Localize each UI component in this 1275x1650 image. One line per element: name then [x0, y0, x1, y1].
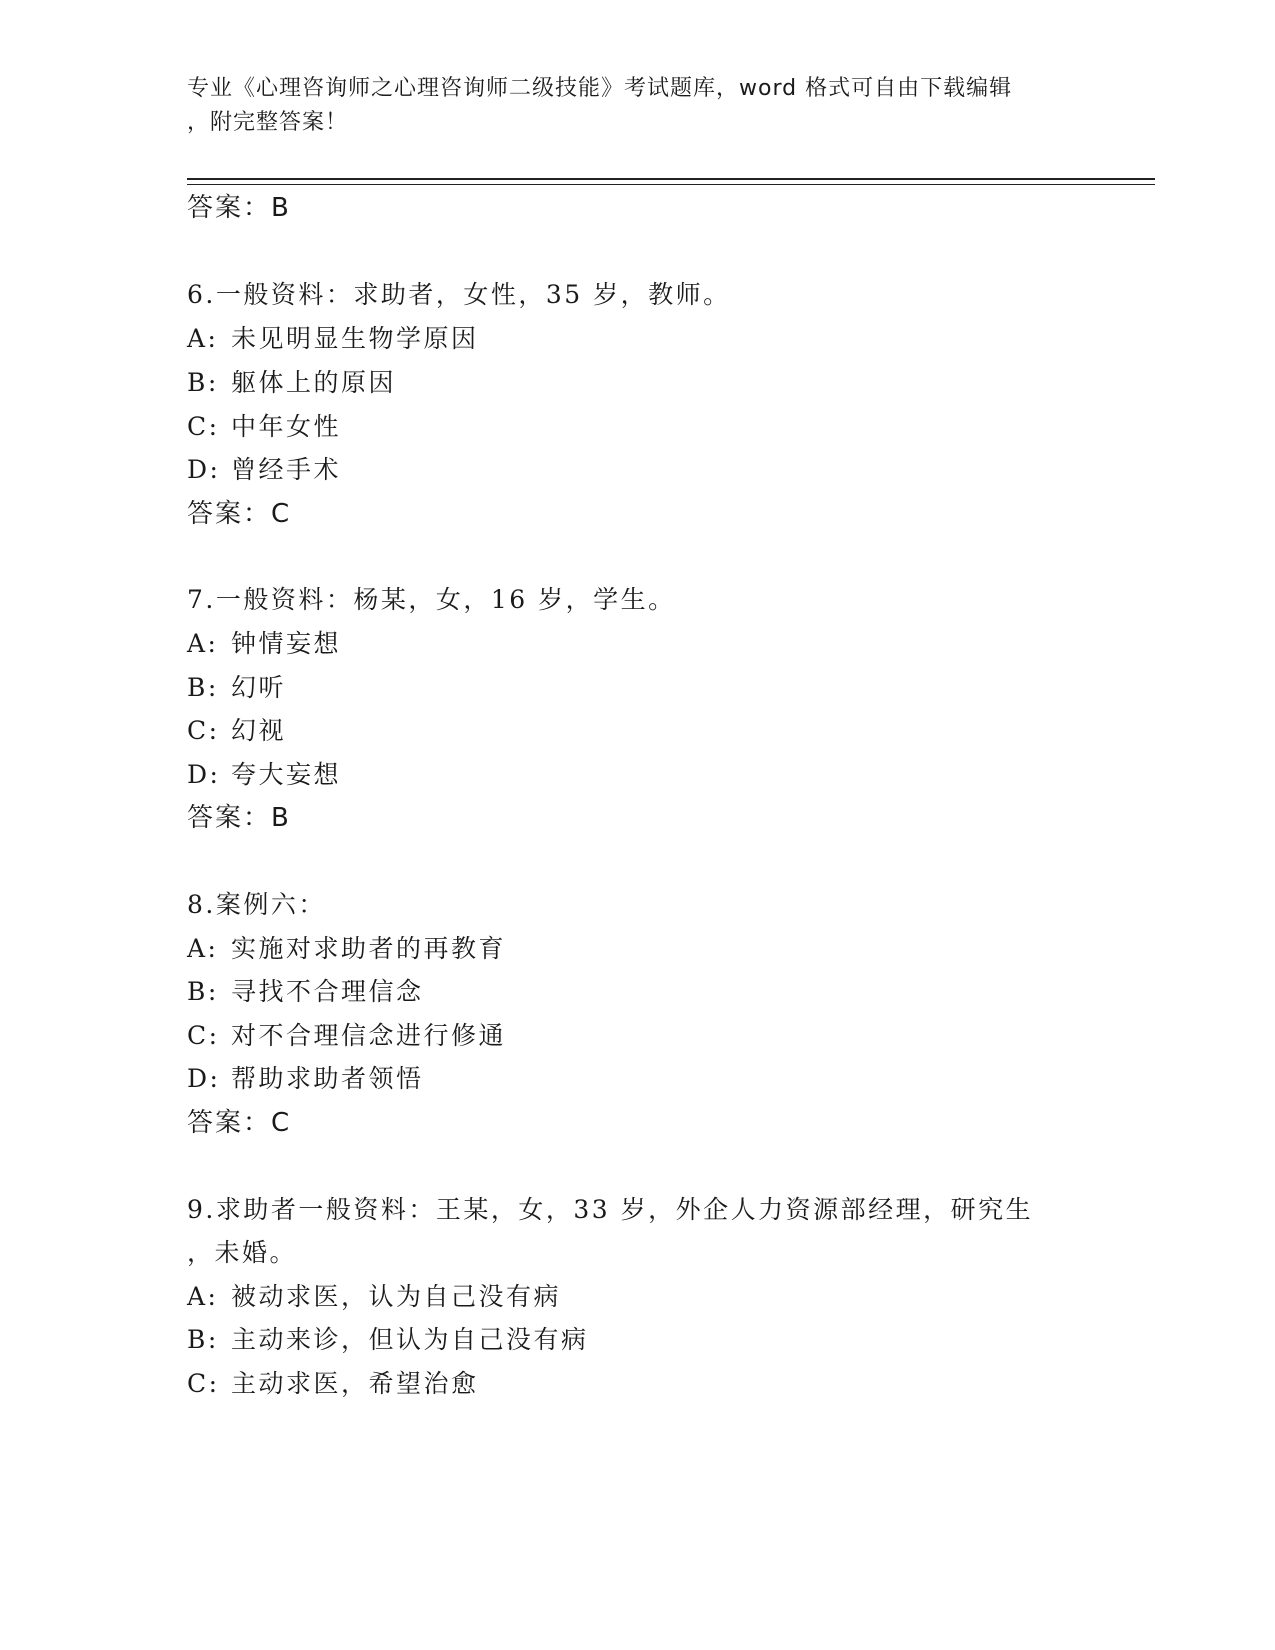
- option-key: D:: [187, 760, 221, 789]
- question-7-option-d: [187, 760, 341, 790]
- header-line-2: ，附完整答案！: [187, 110, 349, 135]
- question-6-option-c: [187, 412, 341, 442]
- question-8-option-d: [187, 1064, 424, 1094]
- option-text: 实施对求助者的再教育: [231, 934, 507, 963]
- question-6-answer: 答案：C: [187, 499, 292, 529]
- question-7-option-a: [187, 629, 341, 659]
- answer-prev: 答案：B: [187, 193, 291, 223]
- question-8-option-a: [187, 934, 506, 964]
- question-6-option-b: [187, 368, 396, 398]
- option-key: C:: [187, 412, 220, 441]
- header-line-1: 专业《心理咨询师之心理咨询师二级技能》考试题库，word 格式可自由下载编辑: [187, 76, 1013, 101]
- option-key: A:: [187, 1282, 219, 1311]
- question-8-answer: 答案：C: [187, 1108, 292, 1138]
- question-7-stem: 7.一般资料：杨某，女，16 岁，学生。: [187, 585, 676, 614]
- option-text: 主动来诊，但认为自己没有病: [231, 1325, 589, 1354]
- option-text: 夸大妄想: [231, 760, 342, 789]
- option-key: C:: [187, 1021, 220, 1050]
- question-9-option-a: [187, 1282, 561, 1312]
- option-key: A:: [187, 324, 219, 353]
- header-divider-thin: [187, 184, 1155, 185]
- header-divider-thick: [187, 178, 1155, 180]
- option-key: B:: [187, 673, 219, 702]
- question-7-answer: 答案：B: [187, 803, 291, 833]
- option-text: 曾经手术: [231, 455, 342, 484]
- option-text: 未见明显生物学原因: [231, 324, 479, 353]
- option-key: B:: [187, 977, 219, 1006]
- option-text: 中年女性: [231, 412, 342, 441]
- option-text: 钟情妄想: [231, 629, 342, 658]
- option-key: C:: [187, 716, 220, 745]
- option-key: B:: [187, 1325, 219, 1354]
- question-8-stem: 8.案例六：: [187, 890, 326, 919]
- option-text: 对不合理信念进行修通: [231, 1021, 507, 1050]
- question-6-option-a: [187, 324, 479, 354]
- option-text: 帮助求助者领悟: [231, 1064, 424, 1093]
- option-key: D:: [187, 1064, 221, 1093]
- question-9-option-c: [187, 1369, 479, 1399]
- question-7-option-b: [187, 673, 286, 703]
- question-8-option-b: [187, 977, 424, 1007]
- option-text: 幻视: [231, 716, 287, 745]
- option-text: 寻找不合理信念: [231, 977, 424, 1006]
- option-text: 被动求医，认为自己没有病: [231, 1282, 562, 1311]
- option-text: 幻听: [231, 673, 287, 702]
- question-6-stem: 6.一般资料：求助者，女性，35 岁，教师。: [187, 280, 731, 309]
- question-7-option-c: [187, 716, 286, 746]
- question-6-option-d: [187, 455, 341, 485]
- option-text: 主动求医，希望治愈: [231, 1369, 479, 1398]
- option-key: C:: [187, 1369, 220, 1398]
- question-9-stem-continued: ，未婚。: [187, 1238, 298, 1267]
- option-key: D:: [187, 455, 221, 484]
- option-text: 躯体上的原因: [231, 368, 397, 397]
- question-8-option-c: [187, 1021, 506, 1051]
- question-9-option-b: [187, 1325, 589, 1355]
- option-key: A:: [187, 934, 219, 963]
- document-header: [187, 72, 1067, 140]
- option-key: B:: [187, 368, 219, 397]
- question-9-stem: 9.求助者一般资料：王某，女，33 岁，外企人力资源部经理，研究生: [187, 1195, 1034, 1224]
- option-key: A:: [187, 629, 219, 658]
